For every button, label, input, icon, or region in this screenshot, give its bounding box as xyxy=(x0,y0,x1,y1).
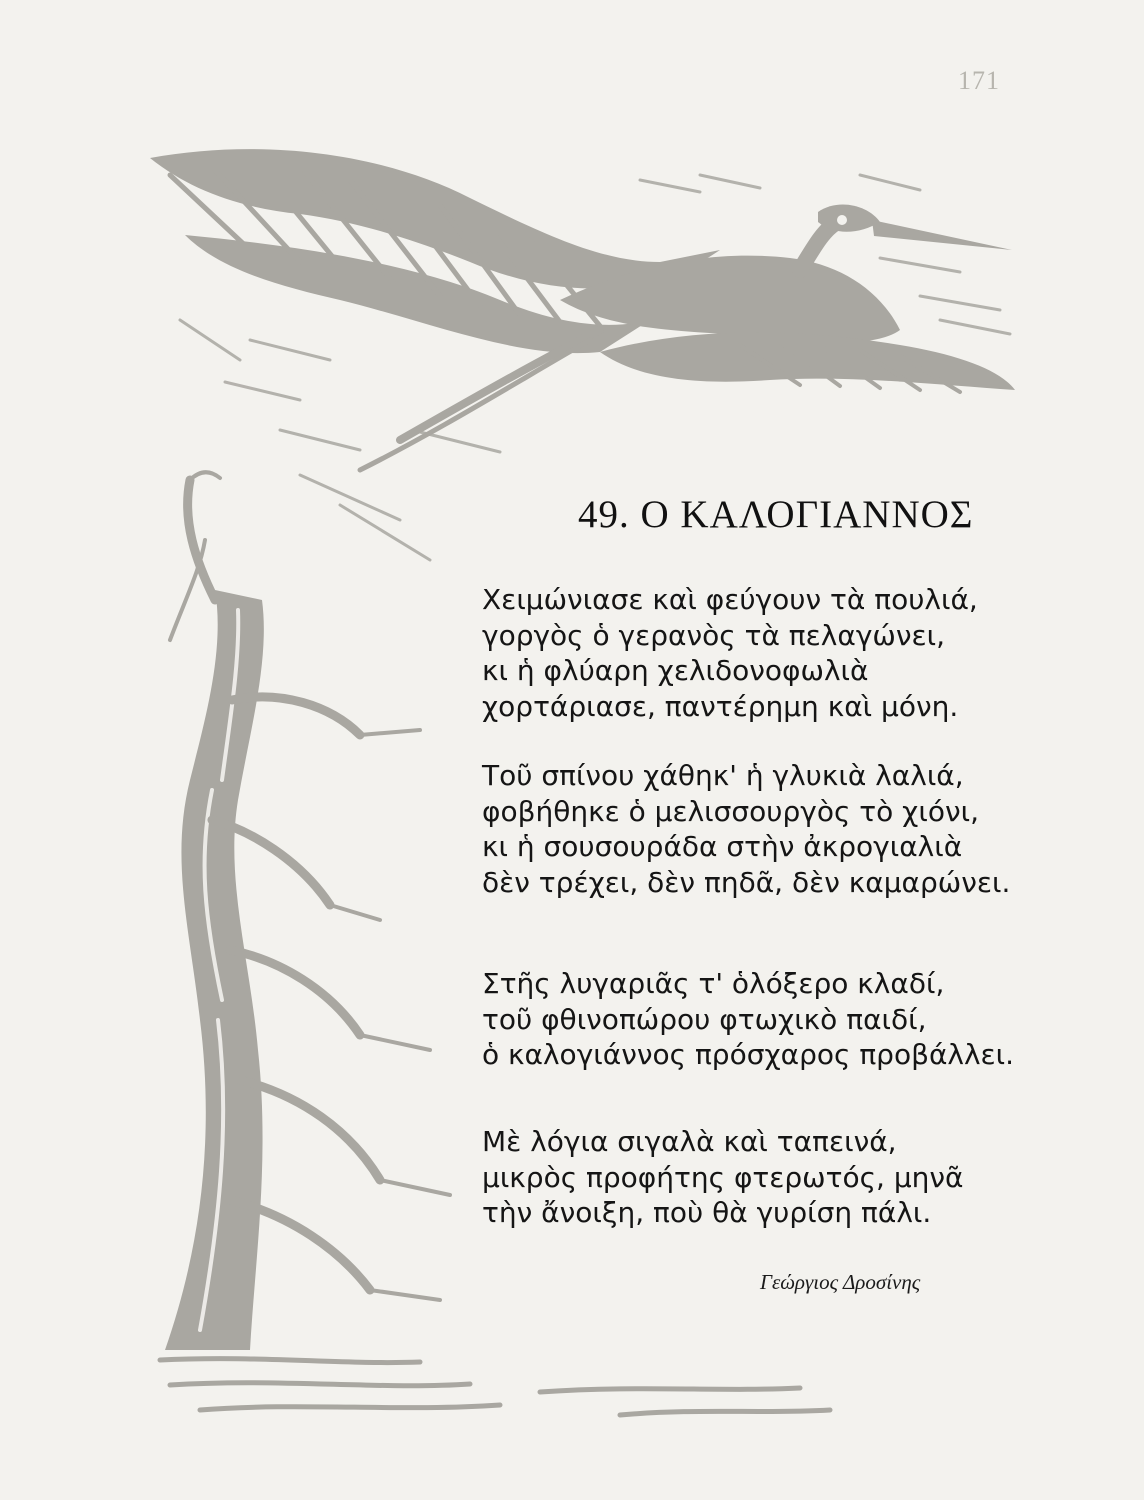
poem-line: Τοῦ σπίνου χάθηκ' ἡ γλυκιὰ λαλιά, xyxy=(482,759,964,792)
poem-stanza-2 xyxy=(482,758,1010,900)
poem-line: κι ἡ φλύαρη χελιδονοφωλιὰ xyxy=(482,654,869,687)
poem-line: χορτάριασε, παντέρημη καὶ μόνη. xyxy=(482,689,959,723)
poem-line: ὁ καλογιάννος πρόσχαρος προβάλλει. xyxy=(482,1038,1015,1071)
poem-line: φοβήθηκε ὁ μελισσουργὸς τὸ χιόνι, xyxy=(482,794,979,828)
poem-line: τοῦ φθινοπώρου φτωχικὸ παιδί, xyxy=(482,1002,927,1036)
poem-line: Χειμώνιασε καὶ φεύγουν τὰ πουλιά, xyxy=(482,583,978,616)
poem-line: τὴν ἄνοιξη, ποὺ θὰ γυρίση πάλι. xyxy=(482,1196,932,1229)
page-number: 171 xyxy=(958,66,1000,95)
poem-line: Μὲ λόγια σιγαλὰ καὶ ταπεινά, xyxy=(482,1125,897,1158)
poem-line: δὲν τρέχει, δὲν πηδᾶ, δὲν καμαρώνει. xyxy=(482,865,1011,899)
poem-stanza-4 xyxy=(482,1124,964,1231)
poem-stanza-1 xyxy=(482,582,978,724)
poem-line: γοργὸς ὁ γερανὸς τὰ πελαγώνει, xyxy=(482,618,945,652)
poem-stanza-3 xyxy=(482,966,1014,1073)
poem-title: 49. Ο ΚΑΛΟΓΙΑΝΝΟΣ xyxy=(578,493,974,536)
poem-line: κι ἡ σουσουράδα στὴν ἀκρογιαλιὰ xyxy=(482,830,963,863)
poem-line: μικρὸς προφήτης φτερωτός, μηνᾶ xyxy=(482,1160,964,1194)
poem-line: Στῆς λυγαριᾶς τ' ὁλόξερο κλαδί, xyxy=(482,967,945,1000)
poem-author: Γεώργιος Δροσίνης xyxy=(760,1270,921,1294)
